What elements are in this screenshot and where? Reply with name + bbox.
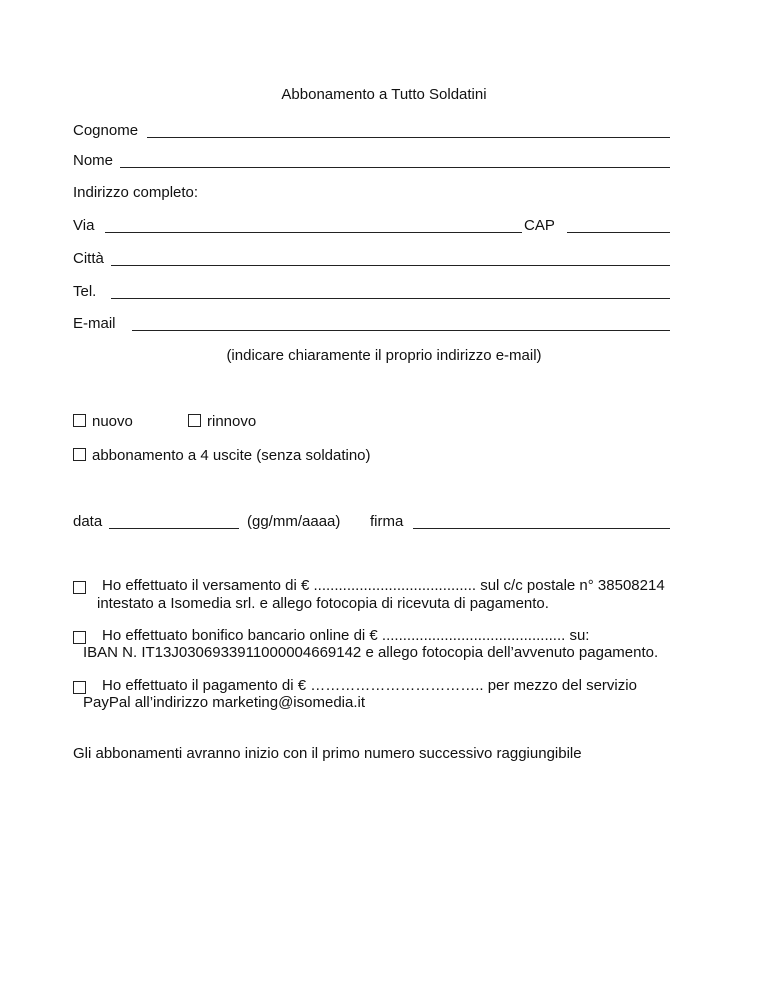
email-label: E-mail bbox=[73, 315, 116, 332]
payment-2-line1: Ho effettuato bonifico bancario online di € ............................................ su: bbox=[102, 627, 590, 644]
payment-3-line2: PayPal all’indirizzo marketing@isomedia.it bbox=[83, 694, 366, 711]
option-abbonamento4[interactable] bbox=[73, 447, 371, 465]
email-field[interactable] bbox=[132, 330, 670, 331]
firma-field[interactable] bbox=[413, 528, 670, 529]
payment-3-line1: Ho effettuato il pagamento di € …………………………….. per mezzo del servizio bbox=[102, 677, 637, 694]
checkbox-icon[interactable] bbox=[73, 631, 86, 644]
citta-label: Città bbox=[73, 250, 104, 267]
tel-field[interactable] bbox=[111, 298, 670, 299]
cognome-label: Cognome bbox=[73, 122, 139, 139]
option-nuovo-label: nuovo bbox=[92, 413, 133, 430]
payment-1-line2: intestato a Isomedia srl. e allego fotocopia di ricevuta di pagamento. bbox=[97, 595, 549, 612]
via-field[interactable] bbox=[105, 232, 522, 233]
option-nuovo[interactable] bbox=[73, 413, 133, 431]
email-note: (indicare chiaramente il proprio indirizzo e-mail) bbox=[226, 347, 542, 364]
citta-field[interactable] bbox=[111, 265, 670, 266]
indirizzo-label: Indirizzo completo: bbox=[73, 184, 199, 201]
option-rinnovo-label: rinnovo bbox=[207, 413, 257, 430]
payment-1-line1: Ho effettuato il versamento di € ....................................... sul c/c postale n° 38508214 bbox=[102, 577, 665, 594]
via-label: Via bbox=[73, 217, 95, 234]
tel-label: Tel. bbox=[73, 283, 97, 300]
option-rinnovo[interactable] bbox=[188, 413, 256, 431]
footer-note: Gli abbonamenti avranno inizio con il primo numero successivo raggiungibile bbox=[73, 745, 582, 762]
checkbox-icon[interactable] bbox=[73, 581, 86, 594]
nome-field[interactable] bbox=[120, 167, 670, 168]
data-format: (gg/mm/aaaa) bbox=[247, 513, 341, 530]
cognome-field[interactable] bbox=[147, 137, 670, 138]
payment-2-line2: IBAN N. IT13J0306933911000004669142 e allego fotocopia dell’avvenuto pagamento. bbox=[83, 644, 659, 661]
cap-field[interactable] bbox=[567, 232, 670, 233]
form-title: Abbonamento a Tutto Soldatini bbox=[281, 86, 487, 103]
checkbox-icon[interactable] bbox=[73, 448, 86, 461]
option-abbonamento4-label: abbonamento a 4 uscite (senza soldatino) bbox=[92, 447, 371, 464]
nome-label: Nome bbox=[73, 152, 114, 169]
checkbox-icon[interactable] bbox=[73, 681, 86, 694]
data-field[interactable] bbox=[109, 528, 239, 529]
firma-label: firma bbox=[370, 513, 404, 530]
data-label: data bbox=[73, 513, 103, 530]
cap-label: CAP bbox=[524, 217, 555, 234]
checkbox-icon[interactable] bbox=[73, 414, 86, 427]
checkbox-icon[interactable] bbox=[188, 414, 201, 427]
